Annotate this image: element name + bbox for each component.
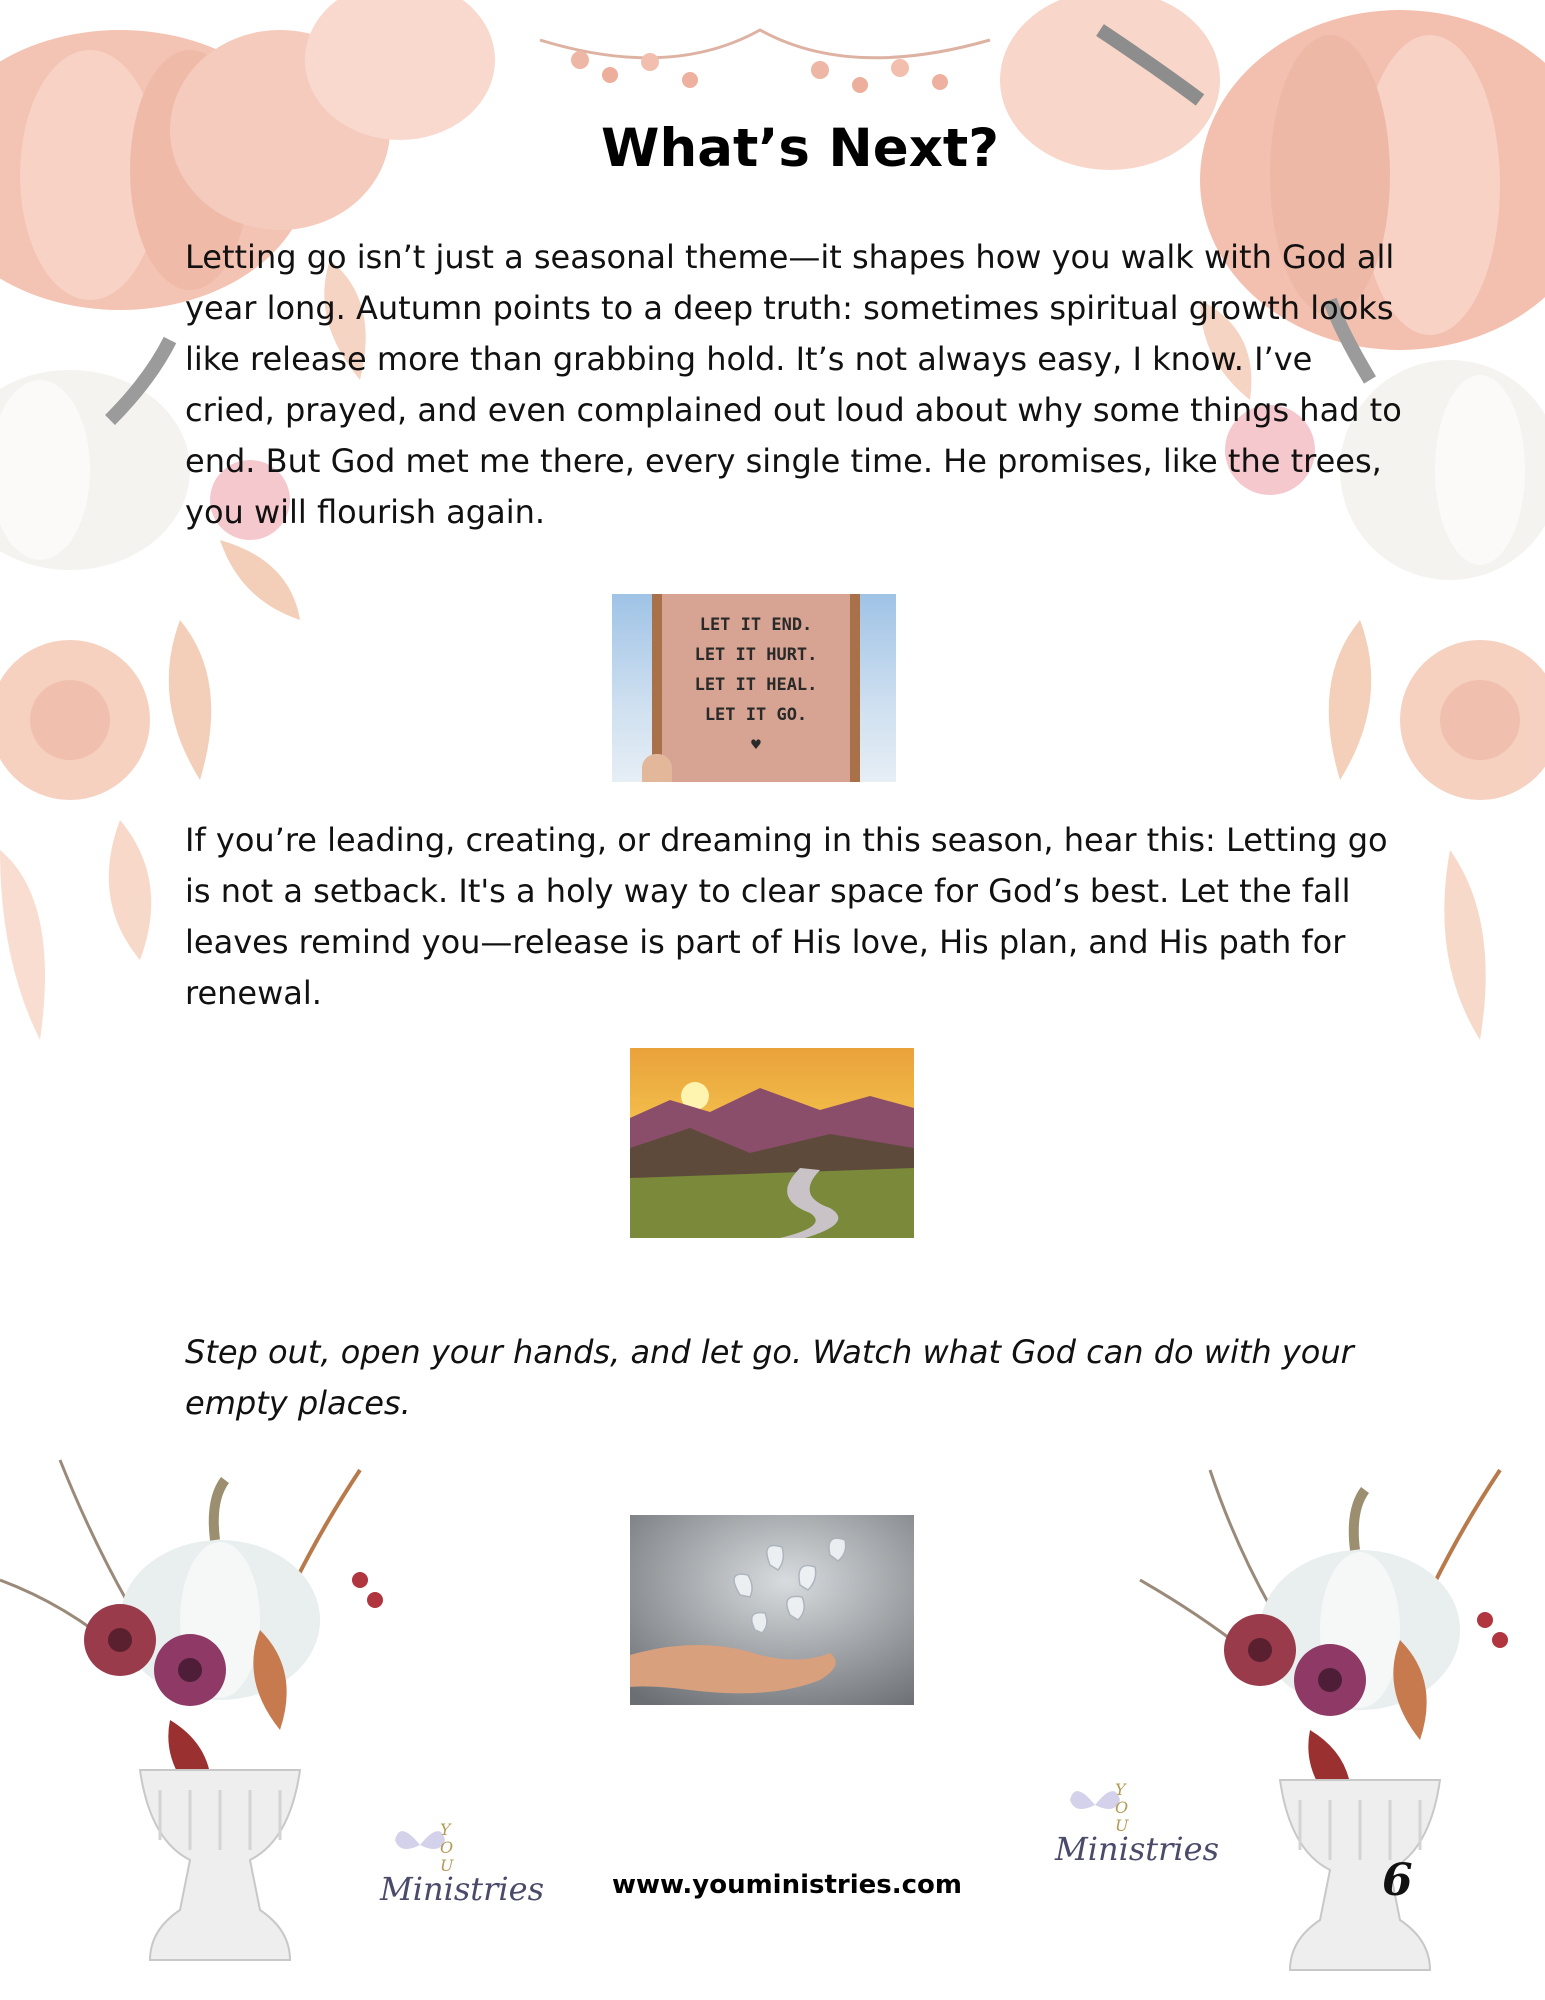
hand-shape <box>642 754 672 782</box>
logo-wordmark: Ministries <box>380 1870 545 1908</box>
logo-letter: Y <box>440 1820 451 1839</box>
logo-letter: O <box>1115 1798 1129 1817</box>
butterflies-hand-photo <box>630 1515 914 1705</box>
letterboard-line: LET IT END. <box>699 615 813 635</box>
logo-letter: O <box>440 1838 454 1857</box>
letterboard-line: LET IT GO. <box>704 705 808 725</box>
ministries-logo-right <box>1055 1780 1220 1890</box>
sunset-path-photo <box>630 1048 914 1238</box>
letterboard-frame <box>652 594 860 782</box>
urn-bouquet-decoration-right <box>1120 1440 1545 2000</box>
urn-bouquet-decoration-left <box>0 1440 400 2000</box>
logo-wordmark: Ministries <box>1055 1830 1220 1868</box>
ministries-logo-left <box>380 1820 545 1930</box>
letterboard-line: LET IT HEAL. <box>694 675 818 695</box>
body-paragraph-1: Letting go isn’t just a seasonal theme—it shapes how you walk with God all year long. Autumn points to a deep truth: sometimes spiritual growth looks like release more than grabbing hold. It’s not always easy, I know. I’ve cried, prayed, and even complained out loud about why some things had to end. But God met me there, every single time. He promises, like the trees, you will flourish again. <box>185 238 1402 531</box>
website-url: www.youministries.com <box>612 1870 963 1900</box>
letterboard-panel <box>662 594 850 782</box>
heart-icon: ♥ <box>751 735 761 754</box>
page-number: 6 <box>1382 1855 1413 1906</box>
logo-letter: U <box>1115 1816 1129 1835</box>
logo-letter: Y <box>1115 1780 1126 1799</box>
page-title: What’s Next? <box>601 118 999 179</box>
letterboard-photo <box>612 594 896 782</box>
letterboard-line: LET IT HURT. <box>694 645 818 665</box>
closing-paragraph: Step out, open your hands, and let go. Watch what God can do with your empty places. <box>185 1333 1354 1422</box>
logo-letter: U <box>440 1856 454 1875</box>
body-paragraph-2: If you’re leading, creating, or dreaming in this season, hear this: Letting go is not a setback. It's a holy way to clear space for God’s best. Let the fall leaves remind you—release is part of His love, His plan, and His path for renewal. <box>185 821 1388 1012</box>
